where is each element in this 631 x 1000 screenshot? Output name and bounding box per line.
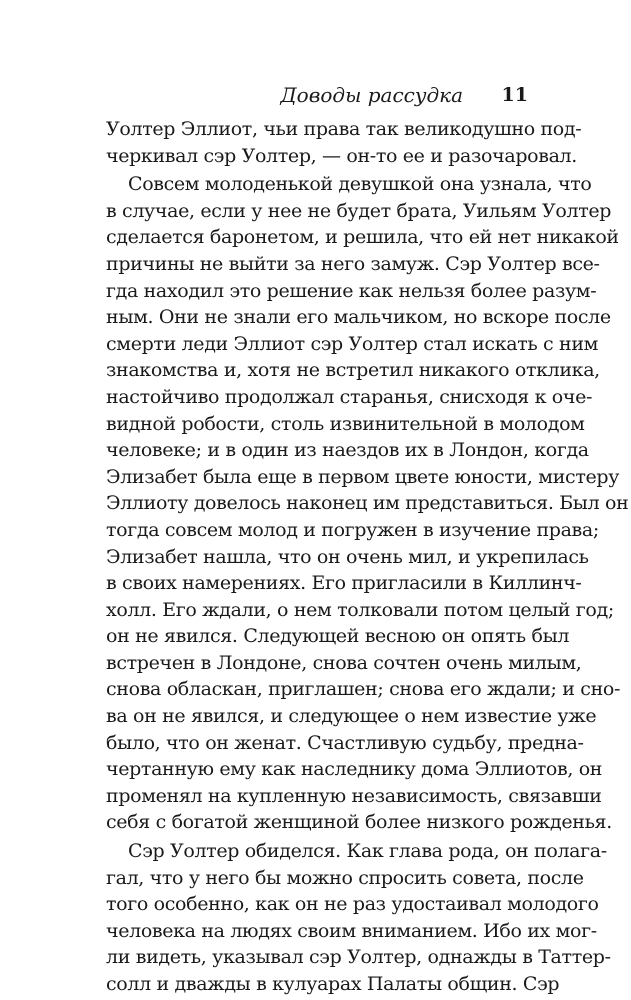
text-line: ным. Они не знали его мальчиком, но вскоре после bbox=[106, 306, 611, 329]
paragraph bbox=[106, 838, 611, 998]
text-line: было, что он женат. Счастливую судьбу, предна- bbox=[106, 731, 584, 754]
text-line: он не явился. Следующей весною он опять был bbox=[106, 625, 570, 648]
text-line: того особенно, как он не раз удостаивал молодого bbox=[106, 893, 599, 916]
text-line: чертанную ему как наследнику дома Эллиотов, он bbox=[106, 758, 603, 781]
text-line: человеке; и в один из наездов их в Лондон, когда bbox=[106, 439, 589, 462]
text-line: в случае, если у нее не будет брата, Уильям Уолтер bbox=[106, 199, 612, 222]
text-line: Совсем молоденькой девушкой она узнала, что bbox=[128, 173, 592, 196]
text-line: гда находил это решение как нельзя более разум- bbox=[106, 279, 597, 302]
body-text bbox=[106, 116, 629, 998]
text-line: человека на людях своим вниманием. Ибо их мог- bbox=[106, 919, 597, 942]
text-line: гал, что у него бы можно спросить совета, после bbox=[106, 866, 584, 889]
text-line: сделается баронетом, и решила, что ей нет никакой bbox=[106, 226, 619, 249]
text-line: себя с богатой женщиной более низкого рожденья. bbox=[106, 811, 612, 834]
text-line: холл. Его ждали, о нем толковали потом целый год; bbox=[106, 598, 614, 621]
text-line: настойчиво продолжал старанья, снисходя к оче- bbox=[106, 385, 593, 408]
text-line: черкивал сэр Уолтер, — он-то ее и разочаровал. bbox=[106, 144, 577, 167]
text-line: солл и дважды в кулуарах Палаты общин. Сэр bbox=[106, 973, 560, 995]
text-line: Элизабет была еще в первом цвете юности, мистеру bbox=[106, 465, 620, 488]
text-line: Уолтер Эллиот, чьи права так великодушно под- bbox=[106, 118, 582, 140]
text-line: в своих намерениях. Его пригласили в Киллинч- bbox=[106, 572, 582, 595]
text-line: Эллиоту довелось наконец им представиться. Был он bbox=[106, 492, 629, 515]
paragraph bbox=[106, 171, 629, 836]
page-header bbox=[0, 82, 631, 108]
text-line: встречен в Лондоне, снова сочтен очень милым, bbox=[106, 651, 582, 674]
text-line: ва он не явился, и следующее о нем известие уже bbox=[106, 705, 597, 728]
page-number: 11 bbox=[501, 84, 528, 106]
text-line: причины не выйти за него замуж. Сэр Уолтер все- bbox=[106, 252, 600, 275]
text-line: Элизабет нашла, что он очень мил, и укрепилась bbox=[106, 545, 589, 568]
paragraph bbox=[106, 116, 582, 169]
text-line: тогда совсем молод и погружен в изучение права; bbox=[106, 518, 599, 541]
text-line: знакомства и, хотя не встретил никакого отклика, bbox=[106, 359, 600, 382]
text-line: ли видеть, указывал сэр Уолтер, однажды в Таттер- bbox=[106, 946, 611, 969]
text-line: видной робости, столь извинительной в молодом bbox=[106, 412, 585, 435]
text-line: променял на купленную независимость, связавши bbox=[106, 784, 602, 807]
text-line: смерти леди Эллиот сэр Уолтер стал искать с ним bbox=[106, 332, 599, 355]
text-line: снова обласкан, приглашен; снова его ждали; и сно- bbox=[106, 678, 621, 701]
text-line: Сэр Уолтер обиделся. Как глава рода, он полага- bbox=[128, 840, 607, 863]
running-title: Доводы рассудка bbox=[280, 83, 463, 107]
